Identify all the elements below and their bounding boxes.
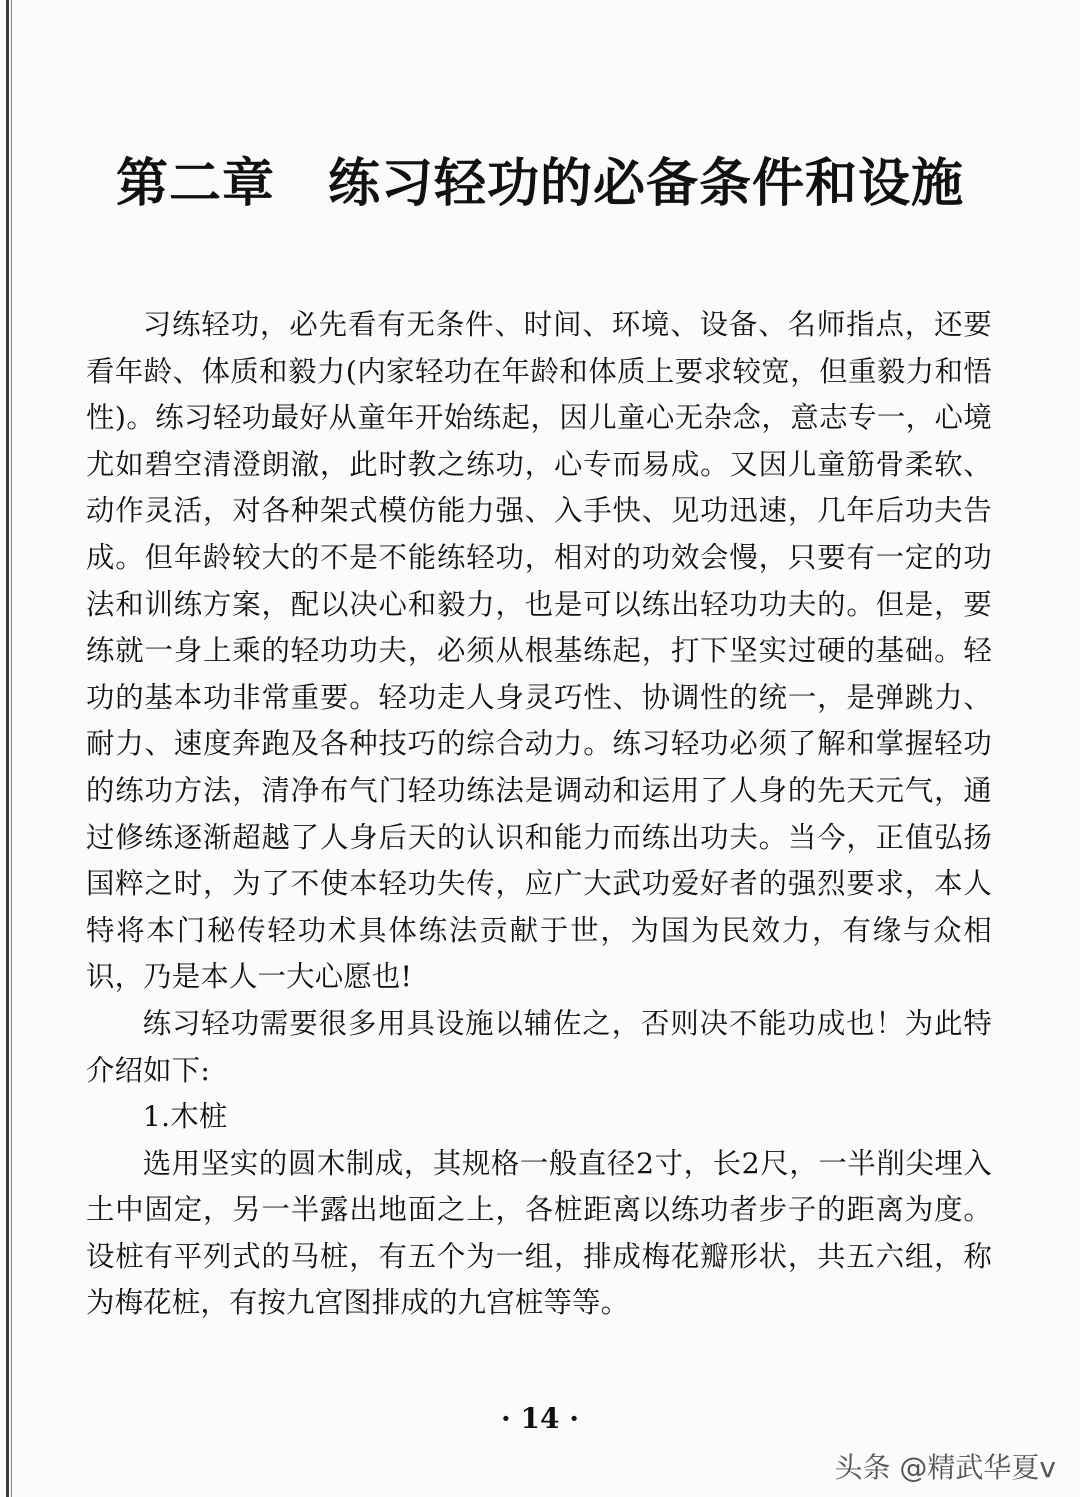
scan-edge-line-inner — [11, 0, 12, 1497]
paragraph-equipment: 练习轻功需要很多用具设施以辅佐之，否则决不能功成也！为此特介绍如下: — [86, 1006, 992, 1087]
paragraph-intro: 习练轻功，必先看有无条件、时间、环境、设备、名师指点，还要看年龄、体质和毅力(内家轻功在年龄和体质上要求较宽，但重毅力和悟性)。练习轻功最好从童年开始练起，因儿童心无杂念，意志专一，心境尤如碧空清澄朗澈，此时教之练功，心专而易成。又因儿童筋骨柔软、动作灵活，对各种架式模仿能力强、入手快、见功迅速，几年后功夫告成。但年龄较大的不是不能练轻功，相对的功效会慢，只要有一定的功法和训练方案，配以决心和毅力，也是可以练出轻功功夫的。但是，要练就一身上乘的轻功功夫，必须从根基练起，打下坚实过硬的基础。轻功的基本功非常重要。轻功走人身灵巧性、协调性的统一，是弹跳力、耐力、速度奔跑及各种技巧的综合动力。练习轻功必须了解和掌握轻功的练功方法，清净布气门轻功练法是调动和运用了人身的先天元气，通过修练逐渐超越了人身后天的认识和能力而练出功夫。当今，正值弘扬国粹之时，为了不使本轻功失传，应广大武功爱好者的强烈要求，本人特将本门秘传轻功术具体练法贡献于世，为国为民效力，有缘与众相识，乃是本人一大心愿也! — [86, 308, 992, 994]
page-number: · 14 · — [501, 1402, 579, 1435]
watermark-text: 头条 @精武华夏v — [834, 1451, 1056, 1484]
chapter-title: 第二章 练习轻功的必备条件和设施 — [115, 154, 964, 214]
scan-edge-line — [6, 0, 9, 1497]
section-heading-wooden-stakes: 1.木桩 — [142, 1100, 228, 1134]
body-text — [86, 302, 992, 1327]
paragraph-wooden-stakes: 选用坚实的圆木制成，其规格一般直径2寸，长2尺，一半削尖埋入土中固定，另一半露出地面之上，各桩距离以练功者步子的距离为度。设桩有平列式的马桩，有五个为一组，排成梅花瓣形状，共五六组，称为梅花桩，有按九宫图排成的九宫桩等等。 — [86, 1146, 992, 1320]
